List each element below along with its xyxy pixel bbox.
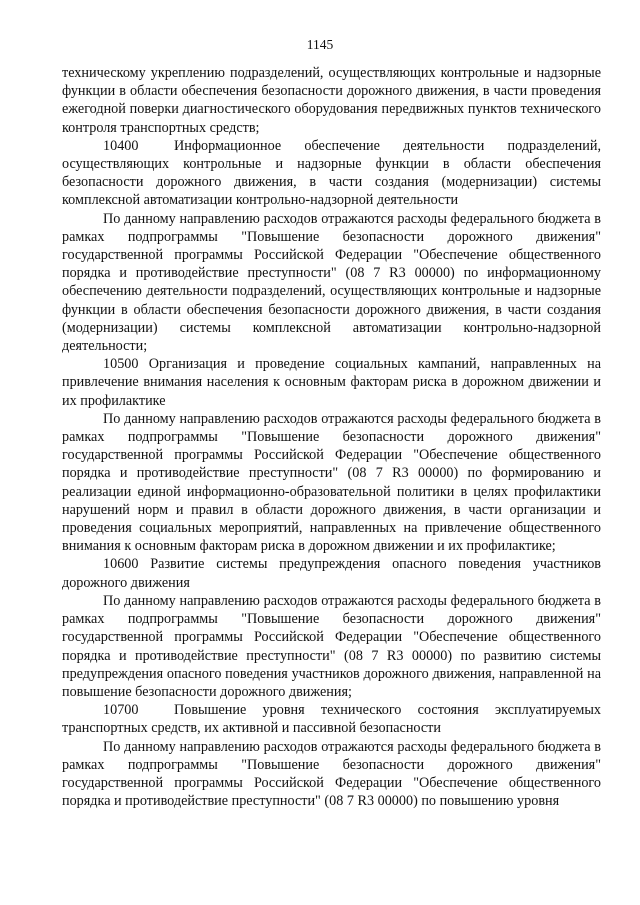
paragraph-description: По данному направлению расходов отражаются расходы федерального бюджета в рамках подпрограммы "Повышение безопасности дорожного движения" государственной программы Российской Федерации "Обеспечение общественного порядка и противодействие преступности" (08 7 R3 00000) по информационному обеспечению деятельности подразделений, осуществляющих контрольные и надзорные функции в области обеспечения безопасности дорожного движения, в части создания (модернизации) системы комплексной автоматизации контрольно-надзорной деятельности; xyxy=(62,210,601,355)
paragraph-code-10700 xyxy=(62,701,601,737)
paragraph-heading-text: Информационное обеспечение деятельности подразделений, осуществляющих контрольные и надзорные функции в области обеспечения безопасности дорожного движения, в части создания (модернизации) системы комплексной автоматизации контрольно-надзорной деятельности xyxy=(62,137,601,209)
paragraph-code-10500: 10500 Организация и проведение социальных кампаний, направленных на привлечение внимания населения к основным факторам риска в дорожном движении и их профилактике xyxy=(62,356,601,409)
paragraph-code-10600: 10600 Развитие системы предупреждения опасного поведения участников дорожного движения xyxy=(62,556,601,591)
expense-code: 10700 xyxy=(103,702,139,719)
paragraph-code-10400 xyxy=(62,137,601,210)
paragraph-description-cut: По данному направлению расходов отражаются расходы федерального бюджета в рамках подпрограммы "Повышение безопасности дорожного движения" государственной программы Российской Федерации "Обеспечение общественного порядка и противодействие преступности" (08 7 R3 00000) по повышению уровня xyxy=(62,738,601,810)
paragraph-description: По данному направлению расходов отражаются расходы федерального бюджета в рамках подпрограммы "Повышение безопасности дорожного движения" государственной программы Российской Федерации "Обеспечение общественного порядка и противодействие преступности" (08 7 R3 00000) по формированию и реализации единой информационно-образовательной политики в целях профилактики нарушений норм и правил в области дорожного движения, в части организации и проведения социальных мероприятий, направленных на привлечение общественного внимания к основным факторам риска в дорожном движении и их профилактике; xyxy=(62,410,601,555)
expense-code: 10400 xyxy=(103,137,139,154)
paragraph-continuation: техническому укреплению подразделений, осуществляющих контрольные и надзорные функции в области обеспечения безопасности дорожного движения, в части проведения ежегодной поверки диагностического оборудования передвижных пунктов технического контроля транспортных средств; xyxy=(62,65,601,136)
paragraph-heading-text: Повышение уровня технического состояния эксплуатируемых транспортных средств, их активной и пассивной безопасности xyxy=(62,702,601,737)
paragraph-description: По данному направлению расходов отражаются расходы федерального бюджета в рамках подпрограммы "Повышение безопасности дорожного движения" государственной программы Российской Федерации "Обеспечение общественного порядка и противодействие преступности" (08 7 R3 00000) по развитию системы предупреждения опасного поведения участников дорожного движения, направленной на повышение безопасности дорожного движения; xyxy=(62,592,601,700)
document-body xyxy=(62,64,601,810)
page-number: 1145 xyxy=(306,37,334,52)
